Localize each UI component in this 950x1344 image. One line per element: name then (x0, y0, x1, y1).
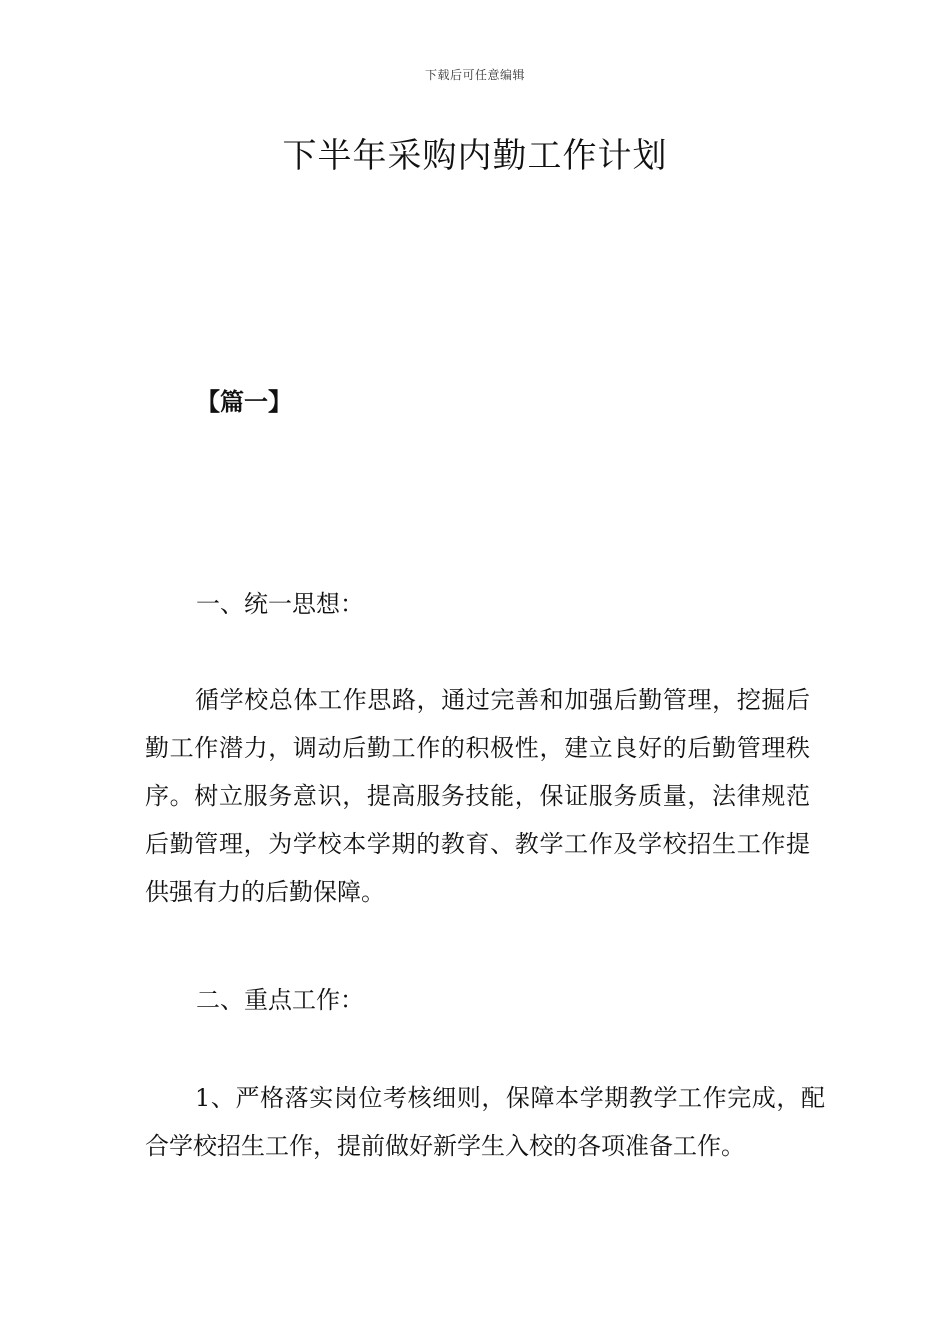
section-marker: 【篇一】 (196, 387, 292, 416)
header-note: 下载后可任意编辑 (424, 68, 525, 82)
document-title: 下半年采购内勤工作计划 (282, 136, 668, 176)
section-heading-unify-thinking: 一、统一思想： (196, 590, 364, 618)
paragraph-key-work-item-1: 1、严格落实岗位考核细则，保障本学期教学工作完成，配合学校招生工作，提前做好新学生入校的各项准备工作。 (145, 1084, 825, 1160)
section-heading-key-work: 二、重点工作： (196, 986, 364, 1014)
paragraph-unify-thinking: 循学校总体工作思路，通过完善和加强后勤管理，挖掘后勤工作潜力，调动后勤工作的积极性，建立良好的后勤管理秩序。树立服务意识，提高服务技能，保证服务质量，法律规范后勤管理，为学校本学期的教育、教学工作及学校招生工作提供强有力的后勤保障。 (145, 686, 810, 906)
